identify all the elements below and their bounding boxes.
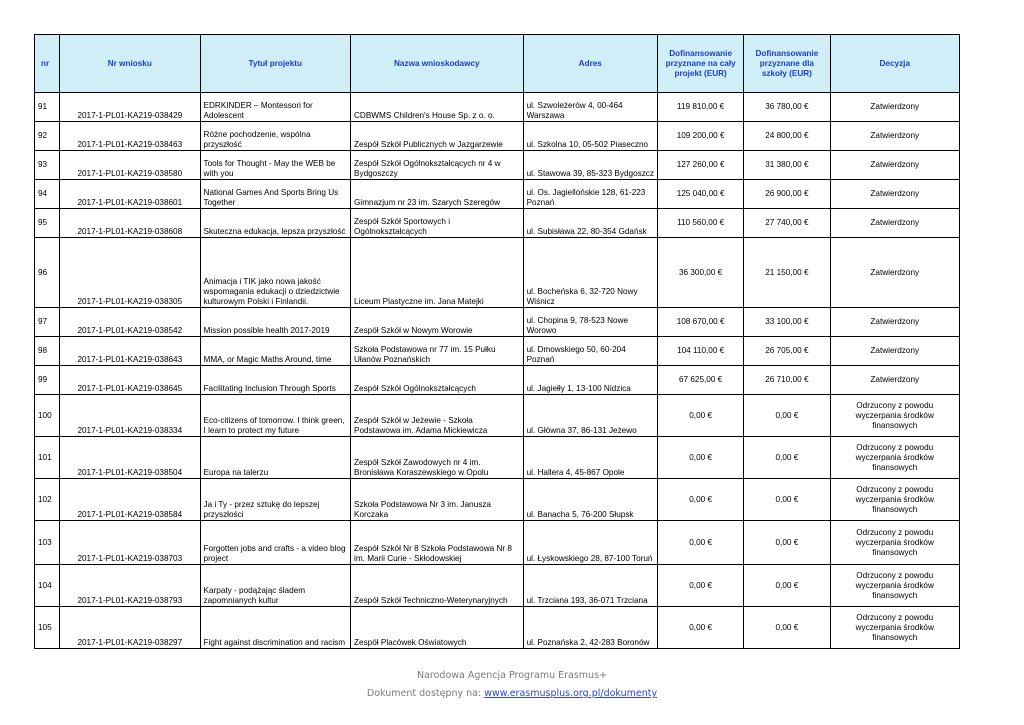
cell-funding-school: 31 380,00 € [744, 151, 830, 180]
cell-funding-school: 0,00 € [744, 479, 830, 521]
table-row [35, 521, 960, 565]
cell-funding-total: 125 040,00 € [657, 180, 743, 209]
table-row [35, 395, 960, 437]
cell-project-title: Karpaty - podążając śladem zapomnianych kultur [200, 565, 350, 607]
cell-funding-total: 67 625,00 € [657, 366, 743, 395]
cell-decision: Odrzucony z powodu wyczerpania środków finansowych [830, 479, 959, 521]
cell-nr: 97 [35, 308, 60, 337]
cell-project-title: EDRKINDER – Montessori for Adolescent [200, 93, 350, 122]
cell-funding-total: 127 260,00 € [657, 151, 743, 180]
table-row [35, 366, 960, 395]
table-row [35, 437, 960, 479]
table-row [35, 151, 960, 180]
table-row [35, 337, 960, 366]
cell-address: ul. Os. Jagiellońskie 128, 61-223 Poznań [523, 180, 657, 209]
cell-funding-school: 33 100,00 € [744, 308, 830, 337]
cell-address: ul. Łyskowskiego 28, 87-100 Toruń [523, 521, 657, 565]
cell-application-number: 2017-1-PL01-KA219-038584 [60, 479, 200, 521]
cell-funding-school: 21 150,00 € [744, 238, 830, 308]
cell-project-title: MMA, or Magic Maths Around, time [200, 337, 350, 366]
cell-funding-school: 0,00 € [744, 607, 830, 649]
cell-funding-total: 0,00 € [657, 521, 743, 565]
table-row [35, 180, 960, 209]
cell-project-title: Forgotten jobs and crafts - a video blog project [200, 521, 350, 565]
cell-address: ul. Subisława 22, 80-354 Gdańsk [523, 209, 657, 238]
cell-nr: 101 [35, 437, 60, 479]
footer-availability [0, 685, 1024, 703]
cell-address: ul. Szkolna 10, 05-502 Piaseczno [523, 122, 657, 151]
table-row [35, 209, 960, 238]
header-nr: nr [35, 35, 60, 93]
cell-nr: 105 [35, 607, 60, 649]
cell-application-number: 2017-1-PL01-KA219-038580 [60, 151, 200, 180]
cell-applicant-name: CDBWMS Children's House Sp. z o. o. [351, 93, 524, 122]
cell-decision: Zatwierdzony [830, 180, 959, 209]
cell-nr: 95 [35, 209, 60, 238]
cell-decision: Zatwierdzony [830, 122, 959, 151]
header-project-title: Tytuł projektu [200, 35, 350, 93]
cell-decision: Odrzucony z powodu wyczerpania środków finansowych [830, 521, 959, 565]
table-row [35, 565, 960, 607]
cell-funding-total: 0,00 € [657, 479, 743, 521]
cell-nr: 94 [35, 180, 60, 209]
header-address: Adres [523, 35, 657, 93]
cell-applicant-name: Zespół Szkół Sportowych i Ogólnokształcących [351, 209, 524, 238]
cell-funding-school: 27 740,00 € [744, 209, 830, 238]
cell-project-title: Facilitating Inclusion Through Sports [200, 366, 350, 395]
cell-funding-total: 108 670,00 € [657, 308, 743, 337]
cell-funding-total: 110 560,00 € [657, 209, 743, 238]
header-decision: Decyzja [830, 35, 959, 93]
cell-applicant-name: Liceum Plastyczne im. Jana Matejki [351, 238, 524, 308]
cell-application-number: 2017-1-PL01-KA219-038608 [60, 209, 200, 238]
cell-decision: Odrzucony z powodu wyczerpania środków finansowych [830, 565, 959, 607]
cell-decision: Odrzucony z powodu wyczerpania środków finansowych [830, 395, 959, 437]
cell-project-title: Ja i Ty - przez sztukę do lepszej przyszłości [200, 479, 350, 521]
cell-applicant-name: Szkoła Podstawowa Nr 3 im. Janusza Korczaka [351, 479, 524, 521]
header-funding-school: Dofinansowanie przyznane dla szkoły (EUR) [744, 35, 830, 93]
table-row [35, 93, 960, 122]
cell-funding-school: 36 780,00 € [744, 93, 830, 122]
cell-applicant-name: Zespół Szkół Techniczno-Weterynaryjnych [351, 565, 524, 607]
cell-project-title: Animacja i TIK jako nowa jakość wspomagania edukacji o dziedzictwie kulturowym Polski i Finlandii. [200, 238, 350, 308]
cell-address: ul. Chopina 9, 78-523 Nowe Worowo [523, 308, 657, 337]
cell-nr: 103 [35, 521, 60, 565]
cell-application-number: 2017-1-PL01-KA219-038645 [60, 366, 200, 395]
cell-funding-total: 36 300,00 € [657, 238, 743, 308]
cell-project-title: Fight against discrimination and racism [200, 607, 350, 649]
cell-nr: 102 [35, 479, 60, 521]
cell-funding-school: 0,00 € [744, 395, 830, 437]
cell-applicant-name: Zespół Szkół Zawodowych nr 4 im. Bronisława Koraszewskiego w Opolu [351, 437, 524, 479]
cell-funding-total: 0,00 € [657, 395, 743, 437]
table-row [35, 308, 960, 337]
cell-nr: 98 [35, 337, 60, 366]
cell-address: ul. Szwoleżerów 4, 00-464 Warszawa [523, 93, 657, 122]
cell-project-title: Mission possible health 2017-2019 [200, 308, 350, 337]
cell-funding-school: 26 705,00 € [744, 337, 830, 366]
header-funding-total: Dofinansowanie przyznane na cały projekt (EUR) [657, 35, 743, 93]
cell-funding-total: 0,00 € [657, 437, 743, 479]
cell-nr: 104 [35, 565, 60, 607]
cell-project-title: Tools for Thought - May the WEB be with you [200, 151, 350, 180]
cell-funding-total: 104 110,00 € [657, 337, 743, 366]
cell-funding-total: 0,00 € [657, 607, 743, 649]
cell-address: ul. Dmowskiego 50, 60-204 Poznań [523, 337, 657, 366]
cell-nr: 99 [35, 366, 60, 395]
cell-address: ul. Poznańska 2, 42-283 Boronów [523, 607, 657, 649]
cell-funding-total: 119 810,00 € [657, 93, 743, 122]
documents-link[interactable]: www.erasmusplus.org.pl/dokumenty [484, 688, 658, 699]
cell-applicant-name: Gimnazjum nr 23 im. Szarych Szeregów [351, 180, 524, 209]
table-row [35, 479, 960, 521]
cell-address: ul. Bocheńska 6, 32-720 Nowy Wiśnicz [523, 238, 657, 308]
cell-funding-school: 24 800,00 € [744, 122, 830, 151]
cell-nr: 100 [35, 395, 60, 437]
cell-applicant-name: Zespół Placówek Oświatowych [351, 607, 524, 649]
cell-project-title: Skuteczna edukacja, lepsza przyszłość [200, 209, 350, 238]
cell-application-number: 2017-1-PL01-KA219-038305 [60, 238, 200, 308]
cell-decision: Zatwierdzony [830, 337, 959, 366]
cell-funding-school: 0,00 € [744, 565, 830, 607]
cell-funding-school: 0,00 € [744, 521, 830, 565]
cell-application-number: 2017-1-PL01-KA219-038643 [60, 337, 200, 366]
table-row [35, 607, 960, 649]
cell-funding-total: 109 200,00 € [657, 122, 743, 151]
cell-applicant-name: Zespół Szkół Ogólnokształcących [351, 366, 524, 395]
grants-table [34, 34, 960, 649]
cell-address: ul. Stawowa 39, 85-323 Bydgoszcz [523, 151, 657, 180]
cell-application-number: 2017-1-PL01-KA219-038429 [60, 93, 200, 122]
cell-address: ul. Jagiełły 1, 13-100 Nidzica [523, 366, 657, 395]
cell-application-number: 2017-1-PL01-KA219-038542 [60, 308, 200, 337]
cell-address: ul. Główna 37, 86-131 Jeżewo [523, 395, 657, 437]
cell-applicant-name: Szkoła Podstawowa nr 77 im. 15 Pułku Ułanów Poznańskich [351, 337, 524, 366]
cell-nr: 96 [35, 238, 60, 308]
table-row [35, 122, 960, 151]
cell-decision: Zatwierdzony [830, 209, 959, 238]
cell-project-title: Europa na talerzu [200, 437, 350, 479]
cell-funding-total: 0,00 € [657, 565, 743, 607]
cell-nr: 92 [35, 122, 60, 151]
cell-decision: Odrzucony z powodu wyczerpania środków finansowych [830, 437, 959, 479]
header-application-number: Nr wniosku [60, 35, 200, 93]
cell-nr: 91 [35, 93, 60, 122]
cell-address: ul. Trzciana 193, 36-071 Trzciana [523, 565, 657, 607]
cell-project-title: National Games And Sports Bring Us Together [200, 180, 350, 209]
table-row [35, 238, 960, 308]
cell-funding-school: 26 900,00 € [744, 180, 830, 209]
cell-application-number: 2017-1-PL01-KA219-038334 [60, 395, 200, 437]
cell-address: ul. Banacha 5, 76-200 Słupsk [523, 479, 657, 521]
cell-applicant-name: Zespół Szkół w Jeżewie - Szkoła Podstawowa im. Adama Mickiewicza [351, 395, 524, 437]
cell-application-number: 2017-1-PL01-KA219-038703 [60, 521, 200, 565]
cell-application-number: 2017-1-PL01-KA219-038601 [60, 180, 200, 209]
cell-address: ul. Hallera 4, 45-867 Opole [523, 437, 657, 479]
cell-application-number: 2017-1-PL01-KA219-038297 [60, 607, 200, 649]
cell-decision: Zatwierdzony [830, 151, 959, 180]
cell-decision: Zatwierdzony [830, 238, 959, 308]
cell-project-title: Różne pochodzenie, wspólna przyszłość [200, 122, 350, 151]
cell-application-number: 2017-1-PL01-KA219-038504 [60, 437, 200, 479]
cell-decision: Zatwierdzony [830, 308, 959, 337]
cell-nr: 93 [35, 151, 60, 180]
cell-funding-school: 0,00 € [744, 437, 830, 479]
footer-available-label: Dokument dostępny na: [366, 688, 482, 699]
footer-agency: Narodowa Agencja Programu Erasmus+ [417, 670, 607, 681]
cell-application-number: 2017-1-PL01-KA219-038793 [60, 565, 200, 607]
cell-decision: Zatwierdzony [830, 366, 959, 395]
cell-decision: Odrzucony z powodu wyczerpania środków finansowych [830, 607, 959, 649]
cell-application-number: 2017-1-PL01-KA219-038463 [60, 122, 200, 151]
cell-applicant-name: Zespół Szkół Publicznych w Jazgarzewie [351, 122, 524, 151]
cell-applicant-name: Zespół Szkół Ogólnokształcących nr 4 w Bydgoszczy [351, 151, 524, 180]
cell-funding-school: 26 710,00 € [744, 366, 830, 395]
table-header-row [35, 35, 960, 93]
page-footer [0, 667, 1024, 703]
cell-decision: Zatwierdzony [830, 93, 959, 122]
header-applicant-name: Nazwa wnioskodawcy [351, 35, 524, 93]
cell-applicant-name: Zespół Szkół Nr 8 Szkoła Podstawowa Nr 8 im. Marii Curie - Skłodowskiej [351, 521, 524, 565]
cell-project-title: Eco-citizens of tomorrow. I think green, I learn to protect my future [200, 395, 350, 437]
cell-applicant-name: Zespół Szkół w Nowym Worowie [351, 308, 524, 337]
